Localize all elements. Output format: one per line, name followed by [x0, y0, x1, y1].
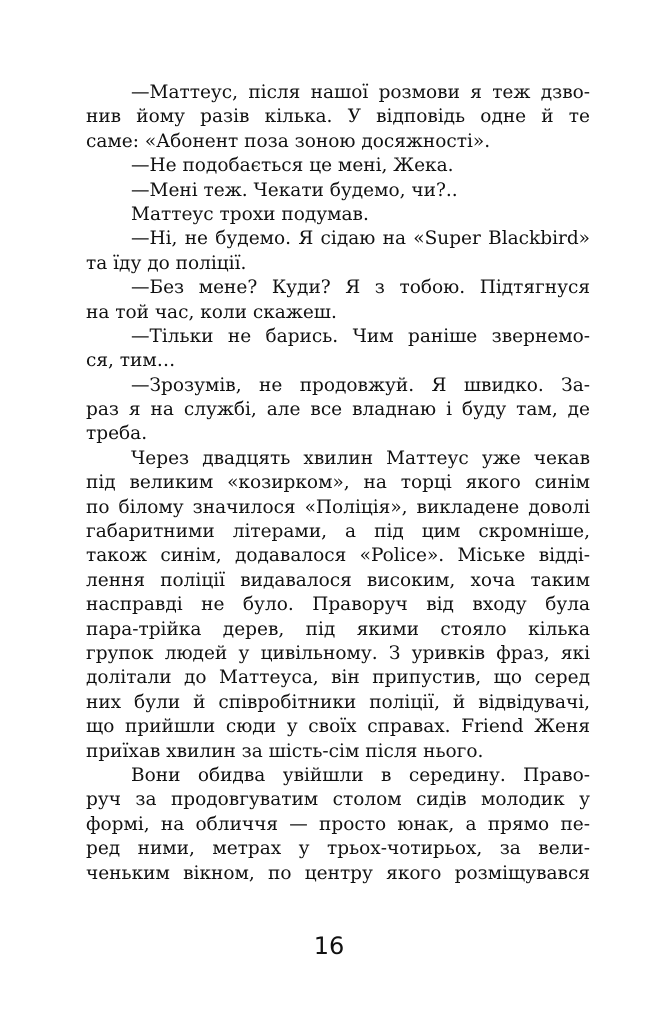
- text-line: раз я на службі, але все владнаю і буду там, де: [86, 399, 590, 421]
- text-line: ченьким вікном, по центру якого розміщувався: [86, 862, 590, 884]
- text-line: приїхав хвилин за шість-сім після нього.: [86, 740, 484, 762]
- text-line: та їду до поліції.: [86, 252, 247, 274]
- text-line: саме: «Абонент поза зоною досяжності».: [86, 130, 491, 152]
- text-line: по білому значилося «Поліція», викладене доволі: [86, 496, 590, 518]
- text-line: під великим «козирком», на торці якого синім: [86, 472, 590, 494]
- text-line: —Тільки не барись. Чим раніше звернемо-: [131, 325, 590, 347]
- text-line: ред ними, метрах у трьох-чотирьох, за вели-: [86, 838, 590, 860]
- text-line: Маттеус трохи подумав.: [131, 203, 369, 225]
- text-line: —Ні, не будемо. Я сідаю на «Super Blackbird»: [131, 228, 590, 250]
- text-line: —Мені теж. Чекати будемо, чи?..: [131, 179, 458, 201]
- text-line: —Маттеус, після нашої розмови я теж дзво-: [131, 82, 590, 103]
- text-line: нив йому разів кілька. У відповідь одне й те: [86, 106, 590, 128]
- text-line: що прийшли сюди у своїх справах. Friend Женя: [86, 716, 590, 738]
- text-line: треба.: [86, 423, 148, 445]
- text-line: руч за продовгуватим столом сидів молодик у: [86, 789, 590, 811]
- text-line: —Без мене? Куди? Я з тобою. Підтягнуся: [131, 277, 590, 299]
- text-line: —Зрозумів, не продовжуй. Я швидко. За-: [131, 374, 590, 396]
- text-line: насправді не було. Праворуч від входу була: [86, 594, 590, 616]
- text-line: —Не подобається це мені, Жека.: [131, 155, 454, 177]
- book-page-text: [86, 81, 590, 886]
- text-line: лення поліції видавалося високим, хоча таким: [86, 569, 590, 591]
- text-line: долітали до Маттеуса, він припустив, що серед: [86, 667, 590, 689]
- page-number: 16: [313, 932, 345, 960]
- text-line: Вони обидва увійшли в середину. Право-: [131, 764, 590, 786]
- text-line: ся, тим…: [86, 350, 176, 372]
- text-line: них були й співробітники поліції, й відвідувачі,: [86, 691, 590, 713]
- text-line: групок людей у цивільному. З уривків фраз, які: [86, 642, 590, 664]
- text-line: на той час, коли скажеш.: [86, 301, 337, 323]
- text-line: також синім, додавалося «Police». Міське відді-: [86, 545, 590, 567]
- text-line: Через двадцять хвилин Маттеус уже чекав: [131, 447, 590, 469]
- text-line: габаритними літерами, а під цим скромніше,: [86, 521, 590, 543]
- text-line: пара-трійка дерев, під якими стояло кілька: [86, 618, 590, 640]
- text-line: формі, на обличчя — просто юнак, а прямо пе-: [86, 813, 590, 835]
